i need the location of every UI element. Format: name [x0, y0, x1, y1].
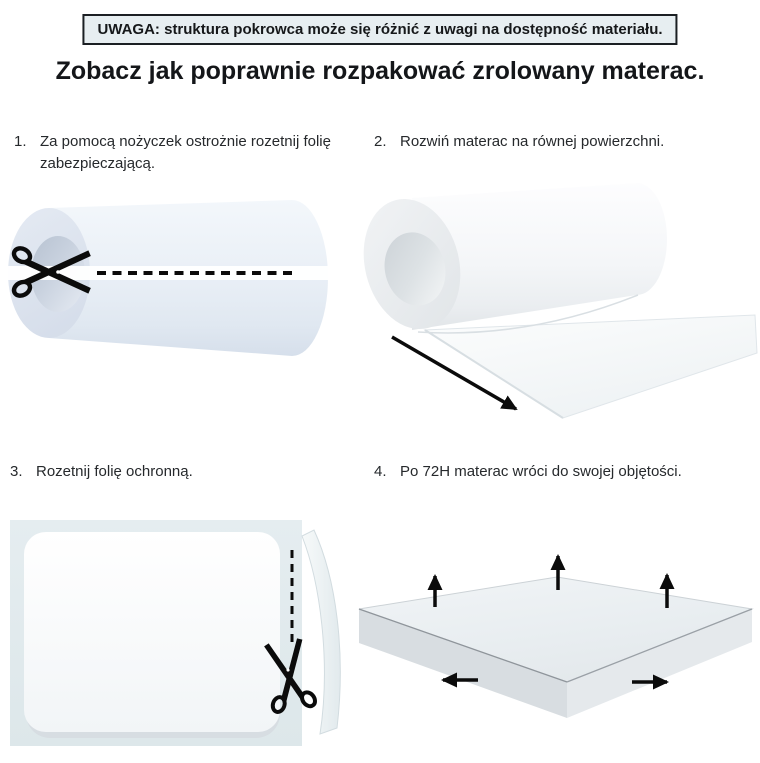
page-title: Zobacz jak poprawnie rozpakować zrolowany materac.: [55, 57, 705, 85]
step-4-text: Po 72H materac wróci do swojej objętości.: [400, 463, 682, 480]
step-2-illustration-unrolling-mattress: [358, 164, 758, 436]
step-4-label: [374, 461, 760, 483]
step-3-text: Rozetnij folię ochronną.: [36, 463, 193, 480]
step-2-label: [374, 131, 754, 153]
notice-banner: [82, 14, 677, 45]
notice-text: UWAGA: struktura pokrowca może się różnić z uwagi na dostępność materiału.: [97, 21, 663, 38]
step-1-label: [14, 131, 344, 175]
step-3-illustration-cut-film: [0, 512, 345, 752]
step-3-number: 3.: [10, 463, 23, 480]
step-2-text: Rozwiń materac na równej powierzchni.: [400, 133, 665, 150]
film-peeled-strip: [302, 530, 340, 734]
step-1-number: 1.: [14, 133, 27, 150]
step-1-illustration-rolled-mattress: [2, 188, 337, 393]
step-2-number: 2.: [374, 133, 387, 150]
step-1-text: Za pomocą nożyczek ostrożnie rozetnij folię zabezpieczającą.: [40, 133, 331, 172]
step-3-label: [10, 461, 340, 483]
unrolled-sheet: [425, 315, 757, 418]
mattress-top-view: [24, 532, 280, 732]
step-4-number: 4.: [374, 463, 387, 480]
step-4-illustration-expanding-mattress: [350, 528, 760, 763]
